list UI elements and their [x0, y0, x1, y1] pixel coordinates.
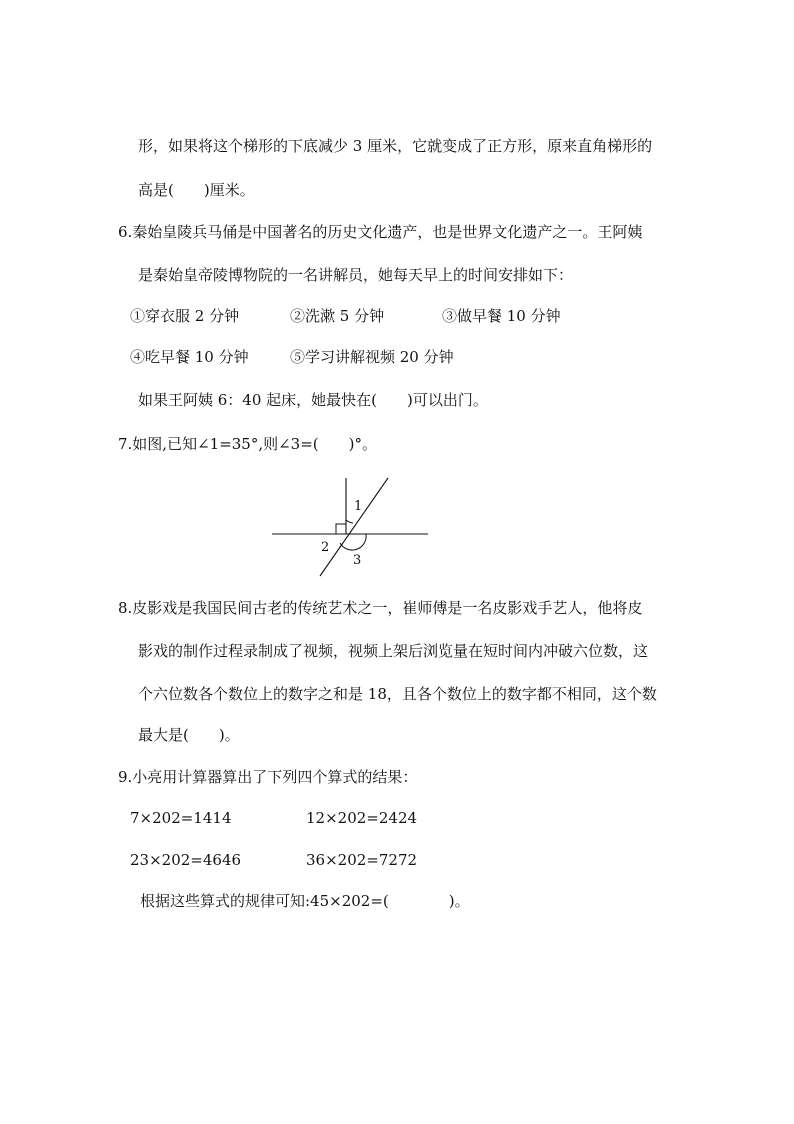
q9-line-1: 9.小亮用计算器算出了下列四个算式的结果：	[118, 768, 418, 786]
angle-diagram	[270, 475, 435, 580]
q9-equation-2: 12×202=2424	[306, 809, 418, 827]
q6-item-1: ①穿衣服 2 分钟	[130, 307, 240, 325]
q8-line-4: 最大是( )。	[138, 726, 240, 744]
q9-equation-4: 36×202=7272	[306, 851, 418, 869]
q8-line-3: 个六位数各个数位上的数字之和是 18，且各个数位上的数字都不相同，这个数	[138, 685, 657, 703]
angle-label-2: 2	[321, 540, 330, 555]
q6-item-4: ④吃早餐 10 分钟	[130, 348, 249, 366]
q9-equation-3: 23×202=4646	[130, 851, 242, 869]
q5-line-2: 高是( )厘米。	[138, 181, 255, 199]
angle-1-arc	[346, 520, 353, 523]
angle-figure	[270, 475, 435, 580]
q6-item-2: ②洗漱 5 分钟	[290, 307, 385, 325]
q8-line-2: 影戏的制作过程录制成了视频，视频上架后浏览量在短时间内冲破六位数，这	[138, 642, 649, 660]
q6-line-2: 是秦始皇帝陵博物院的一名讲解员，她每天早上的时间安排如下：	[138, 266, 574, 284]
q9-equation-1: 7×202=1414	[130, 809, 232, 827]
q6-line-1: 6.秦始皇陵兵马俑是中国著名的历史文化遗产，也是世界文化遗产之一。王阿姨	[118, 223, 643, 241]
q5-line-1: 形，如果将这个梯形的下底减少 3 厘米，它就变成了正方形，原来直角梯形的	[138, 137, 653, 155]
q6-item-5: ⑤学习讲解视频 20 分钟	[290, 348, 454, 366]
angle-label-1: 1	[354, 499, 363, 514]
q7-line-1: 7.如图,已知∠1=35°,则∠3=( )°。	[118, 435, 377, 453]
q6-item-3: ③做早餐 10 分钟	[442, 307, 561, 325]
q6-question: 如果王阿姨 6：40 起床，她最快在( )可以出门。	[138, 391, 488, 409]
angle-label-3: 3	[353, 553, 362, 568]
q8-line-1: 8.皮影戏是我国民间古老的传统艺术之一，崔师傅是一名皮影戏手艺人，他将皮	[118, 599, 643, 617]
q9-question: 根据这些算式的规律可知:45×202=( )。	[140, 892, 470, 910]
right-angle-mark	[336, 524, 346, 534]
